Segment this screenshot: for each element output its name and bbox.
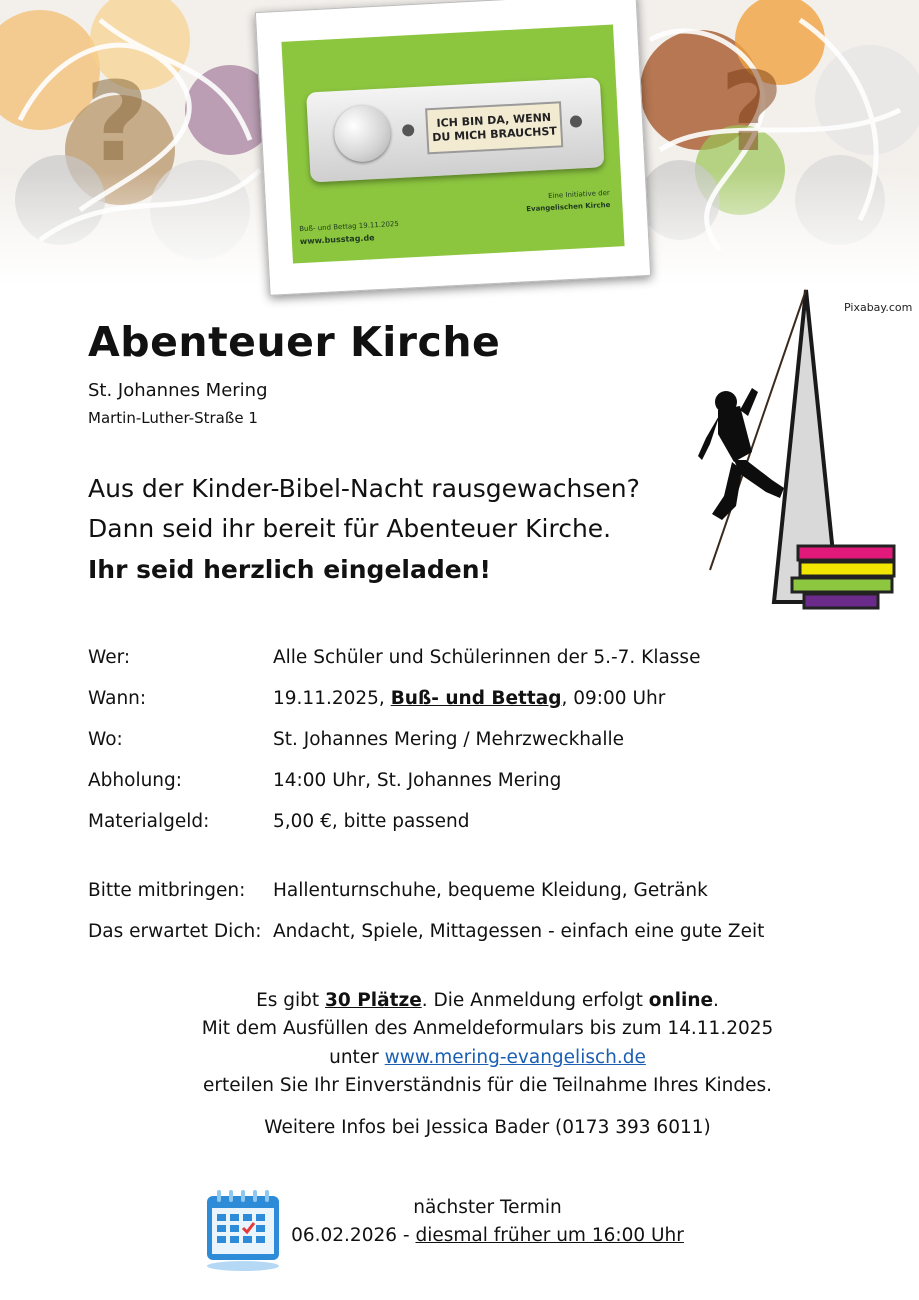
detail-label-wer: Wer: <box>88 647 131 668</box>
next-date-value: 06.02.2026 - <box>291 1225 416 1246</box>
registration-deadline-line: Mit dem Ausfüllen des Anmeldeformulars bis zum 14.11.2025 <box>201 1018 774 1039</box>
poster-green-panel <box>281 24 624 263</box>
page-title: Abenteuer Kirche <box>88 318 501 366</box>
doorbell-button-icon <box>333 104 392 163</box>
places-post: . <box>713 990 719 1011</box>
poster-initiative-org: Evangelischen Kirche <box>526 200 611 214</box>
doorbell-plate <box>306 77 604 182</box>
screw-icon <box>402 124 415 137</box>
detail-label-erwartet: Das erwartet Dich: <box>88 921 262 942</box>
detail-value-wer: Alle Schüler und Schülerinnen der 5.-7. Klasse <box>273 647 701 668</box>
places-count: 30 Plätze <box>325 990 422 1011</box>
detail-value-wo: St. Johannes Mering / Mehrzweckhalle <box>273 729 625 750</box>
climber-illustration <box>688 284 898 614</box>
registration-link[interactable]: www.mering-evangelisch.de <box>384 1047 646 1068</box>
detail-value-mitbringen: Hallenturnschuhe, bequeme Kleidung, Getränk <box>273 880 708 901</box>
poster-initiative-line: Eine Initiative der <box>547 188 610 201</box>
wann-time: , 09:00 Uhr <box>561 688 666 709</box>
registration-places-line <box>0 990 919 1011</box>
detail-value-erwartet: Andacht, Spiele, Mittagessen - einfach eine gute Zeit <box>273 921 765 942</box>
doorbell-label: ICH BIN DA, WENN DU MICH BRAUCHST <box>425 101 563 154</box>
next-date-note: diesmal früher um 16:00 Uhr <box>415 1225 684 1246</box>
detail-label-materialgeld: Materialgeld: <box>88 811 210 832</box>
detail-label-wo: Wo: <box>88 729 123 750</box>
image-credit: Pixabay.com <box>844 301 913 314</box>
intro-line: Aus der Kinder-Bibel-Nacht rausgewachsen? <box>88 474 640 503</box>
registration-link-line <box>0 1047 919 1068</box>
link-pre: unter <box>329 1047 385 1068</box>
detail-value-wann <box>273 688 665 709</box>
contact-line: Weitere Infos bei Jessica Bader (0173 393 6011) <box>264 1117 711 1138</box>
poster-url: www.busstag.de <box>299 233 375 247</box>
next-date <box>0 1225 919 1246</box>
invitation-line: Ihr seid herzlich eingeladen! <box>88 555 491 584</box>
online-text: online <box>648 990 714 1011</box>
wann-holiday: Buß- und Bettag <box>390 688 562 709</box>
screw-icon <box>570 115 583 128</box>
detail-value-materialgeld: 5,00 €, bitte passend <box>273 811 470 832</box>
poster-date-line: Buß- und Bettag 19.11.2025 <box>299 219 400 234</box>
detail-label-wann: Wann: <box>88 688 147 709</box>
detail-label-abholung: Abholung: <box>88 770 183 791</box>
places-mid: . Die Anmeldung erfolgt <box>421 990 649 1011</box>
busstag-poster <box>255 0 651 296</box>
intro-line: Dann seid ihr bereit für Abenteuer Kirche. <box>88 514 612 543</box>
church-name: St. Johannes Mering <box>88 380 268 401</box>
detail-value-abholung: 14:00 Uhr, St. Johannes Mering <box>273 770 562 791</box>
places-pre: Es gibt <box>256 990 326 1011</box>
consent-line: erteilen Sie Ihr Einverständnis für die Teilnahme Ihres Kindes. <box>203 1075 772 1096</box>
detail-label-mitbringen: Bitte mitbringen: <box>88 880 246 901</box>
wann-date: 19.11.2025, <box>273 688 391 709</box>
street-address: Martin-Luther-Straße 1 <box>88 409 258 427</box>
next-date-label: nächster Termin <box>413 1197 562 1218</box>
